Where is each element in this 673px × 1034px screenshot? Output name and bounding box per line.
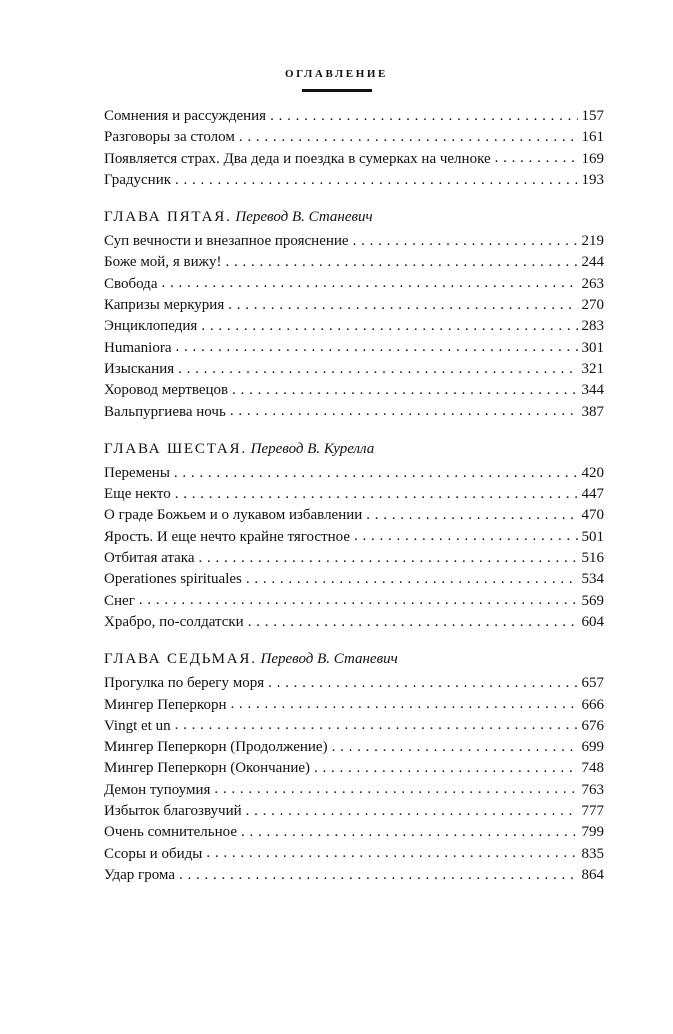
entry-title: Прогулка по берегу моря xyxy=(104,675,265,692)
dot-leader xyxy=(175,719,578,733)
entry-page-number: 777 xyxy=(581,803,604,820)
dot-leader xyxy=(270,110,577,124)
dot-leader xyxy=(214,783,577,797)
entry-page-number: 699 xyxy=(581,739,604,756)
entry-title: Капризы меркурия xyxy=(104,297,225,314)
dot-leader xyxy=(161,277,577,291)
entry-title: Отбитая атака xyxy=(104,550,195,567)
toc-entry xyxy=(104,149,604,170)
dot-leader xyxy=(239,131,578,145)
toc-entry xyxy=(104,231,604,252)
toc-entry xyxy=(104,612,604,633)
dot-leader xyxy=(225,256,577,270)
chapter-label: ГЛАВА ШЕСТАЯ. xyxy=(104,440,247,457)
toc-entry xyxy=(104,695,604,716)
dot-leader xyxy=(241,826,578,840)
entry-page-number: 748 xyxy=(581,760,604,777)
entry-page-number: 799 xyxy=(581,824,604,841)
entry-title: Ярость. И еще нечто крайне тягостное xyxy=(104,528,350,545)
entry-page-number: 835 xyxy=(581,845,604,862)
chapter-label: ГЛАВА СЕДЬМАЯ. xyxy=(104,651,257,668)
toc-entry xyxy=(104,106,604,127)
toc-entry xyxy=(104,548,604,569)
table-of-contents xyxy=(104,106,604,902)
dot-leader xyxy=(246,805,578,819)
entry-page-number: 676 xyxy=(581,717,604,734)
entry-page-number: 604 xyxy=(581,613,604,630)
translator-credit: Перевод В. Станевич xyxy=(260,651,398,668)
entry-title: Хоровод мертвецов xyxy=(104,382,229,399)
entry-page-number: 161 xyxy=(581,129,604,146)
entry-title: Очень сомнительное xyxy=(104,824,237,841)
entry-page-number: 864 xyxy=(581,866,604,883)
toc-entry xyxy=(104,127,604,148)
entry-page-number: 219 xyxy=(581,233,604,250)
dot-leader xyxy=(268,677,577,691)
toc-section xyxy=(104,207,604,423)
toc-entry xyxy=(104,865,604,886)
entry-page-number: 270 xyxy=(581,297,604,314)
entry-page-number: 470 xyxy=(581,507,604,524)
entry-title: Еще некто xyxy=(104,486,171,503)
dot-leader xyxy=(228,299,577,313)
entry-page-number: 193 xyxy=(581,171,604,188)
toc-entry xyxy=(104,274,604,295)
dot-leader xyxy=(179,869,578,883)
toc-entry xyxy=(104,758,604,779)
entry-title: Мингер Пеперкорн xyxy=(104,696,227,713)
entry-page-number: 569 xyxy=(581,592,604,609)
entry-page-number: 420 xyxy=(581,464,604,481)
toc-entry xyxy=(104,484,604,505)
dot-leader xyxy=(353,235,578,249)
toc-entry xyxy=(104,801,604,822)
dot-leader xyxy=(175,341,577,355)
toc-entry xyxy=(104,380,604,401)
toc-entry xyxy=(104,359,604,380)
entry-title: Ссоры и обиды xyxy=(104,845,203,862)
dot-leader xyxy=(206,847,577,861)
dot-leader xyxy=(178,363,577,377)
entry-page-number: 534 xyxy=(581,571,604,588)
dot-leader xyxy=(201,320,577,334)
entry-title: Сомнения и рассуждения xyxy=(104,108,267,124)
entry-title: Перемены xyxy=(104,464,170,481)
entry-page-number: 344 xyxy=(581,382,604,399)
entry-title: Суп вечности и внезапное прояснение xyxy=(104,233,349,250)
dot-leader xyxy=(246,573,578,587)
toc-section xyxy=(104,106,604,191)
entry-page-number: 657 xyxy=(581,675,604,692)
dot-leader xyxy=(175,488,578,502)
dot-leader xyxy=(230,698,577,712)
dot-leader xyxy=(174,467,578,481)
toc-section xyxy=(104,649,604,886)
toc-entry xyxy=(104,252,604,273)
entry-title: Изыскания xyxy=(104,360,175,377)
page-header xyxy=(0,64,673,92)
toc-entry xyxy=(104,295,604,316)
toc-entry xyxy=(104,402,604,423)
entry-page-number: 263 xyxy=(581,275,604,292)
entry-title: Operationes spirituales xyxy=(104,571,242,588)
toc-entry xyxy=(104,569,604,590)
toc-entry xyxy=(104,780,604,801)
entry-page-number: 321 xyxy=(581,360,604,377)
entry-title: Свобода xyxy=(104,275,158,292)
dot-leader xyxy=(495,152,578,166)
page-title: ОГЛАВЛЕНИЕ xyxy=(285,68,388,80)
dot-leader xyxy=(354,530,578,544)
entry-title: Энциклопедия xyxy=(104,318,198,335)
entry-page-number: 516 xyxy=(581,550,604,567)
dot-leader xyxy=(230,405,578,419)
entry-title: Разговоры за столом xyxy=(104,129,235,146)
entry-page-number: 763 xyxy=(581,781,604,798)
toc-entry xyxy=(104,463,604,484)
chapter-heading xyxy=(104,649,604,670)
toc-entry xyxy=(104,737,604,758)
toc-entry xyxy=(104,673,604,694)
toc-entry xyxy=(104,844,604,865)
toc-entry xyxy=(104,316,604,337)
dot-leader xyxy=(139,594,578,608)
entry-page-number: 244 xyxy=(581,254,604,271)
entry-title: Храбро, по-солдатски xyxy=(104,613,244,630)
entry-title: Удар грома xyxy=(104,866,175,883)
dot-leader xyxy=(175,174,577,188)
entry-page-number: 301 xyxy=(581,339,604,356)
chapter-heading xyxy=(104,439,604,460)
translator-credit: Перевод В. Курелла xyxy=(250,440,375,457)
toc-entry xyxy=(104,716,604,737)
dot-leader xyxy=(248,616,578,630)
toc-entry xyxy=(104,170,604,191)
toc-entry xyxy=(104,527,604,548)
entry-page-number: 283 xyxy=(581,318,604,335)
entry-title: Появляется страх. Два деда и поездка в сумерках на челноке xyxy=(104,150,491,167)
entry-title: Мингер Пеперкорн (Продолжение) xyxy=(104,739,328,756)
entry-title: Снег xyxy=(104,592,135,609)
dot-leader xyxy=(314,762,577,776)
toc-entry xyxy=(104,591,604,612)
entry-title: Vingt et un xyxy=(104,717,171,734)
entry-title: Мингер Пеперкорн (Окончание) xyxy=(104,760,311,777)
entry-page-number: 387 xyxy=(581,403,604,420)
entry-page-number: 501 xyxy=(581,528,604,545)
chapter-heading xyxy=(104,207,604,228)
dot-leader xyxy=(232,384,577,398)
entry-title: Градусник xyxy=(104,171,172,188)
entry-page-number: 447 xyxy=(581,486,604,503)
entry-title: Боже мой, я вижу! xyxy=(104,254,222,271)
title-underline xyxy=(302,89,372,92)
toc-entry xyxy=(104,505,604,526)
entry-page-number: 666 xyxy=(581,696,604,713)
entry-title: Демон тупоумия xyxy=(104,781,211,798)
entry-page-number: 157 xyxy=(581,108,604,124)
toc-section xyxy=(104,439,604,633)
dot-leader xyxy=(198,552,577,566)
toc-entry xyxy=(104,338,604,359)
entry-title: Избыток благозвучий xyxy=(104,803,242,820)
translator-credit: Перевод В. Станевич xyxy=(235,209,373,226)
dot-leader xyxy=(366,509,577,523)
entry-title: О граде Божьем и о лукавом избавлении xyxy=(104,507,363,524)
dot-leader xyxy=(332,741,578,755)
entry-title: Вальпургиева ночь xyxy=(104,403,226,420)
entry-page-number: 169 xyxy=(581,150,604,167)
chapter-label: ГЛАВА ПЯТАЯ. xyxy=(104,209,232,226)
entry-title: Humaniora xyxy=(104,339,172,356)
toc-entry xyxy=(104,822,604,843)
